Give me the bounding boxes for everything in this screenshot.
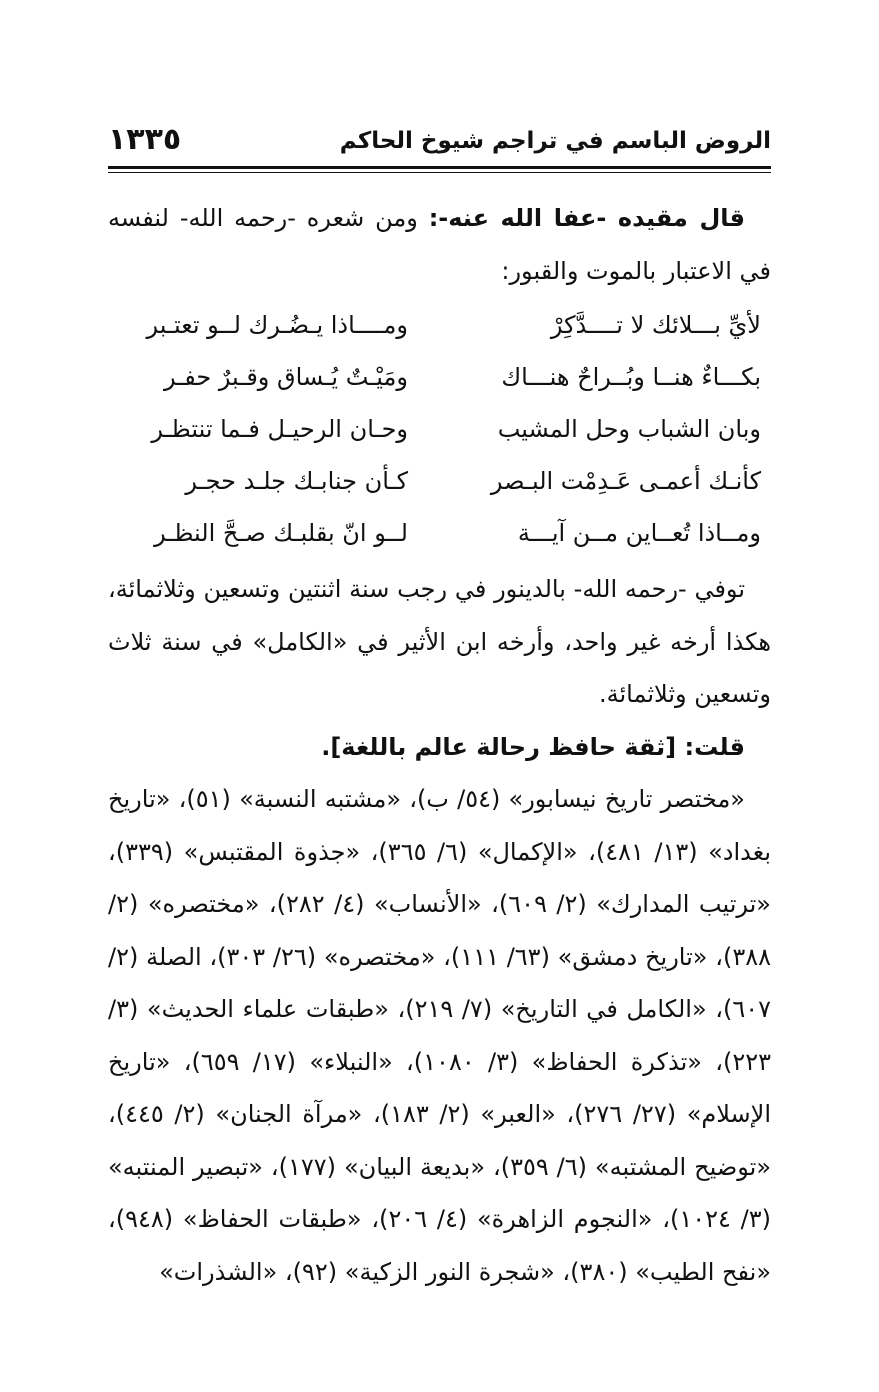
verse-second-hemistich: ومَيْـتٌ يُـساق وقـبرٌ حفـر [163, 363, 408, 391]
poem [108, 299, 771, 559]
poem-verse [108, 507, 771, 559]
header-rule-thin [108, 172, 771, 173]
intro-lead: قال مقيده -عفا الله عنه-: [428, 204, 746, 232]
page-body [108, 192, 771, 1298]
book-title: الروض الباسم في تراجم شيوخ الحاكم [339, 128, 771, 154]
intro-paragraph [108, 192, 771, 297]
verse-first-hemistich: بكـــاءٌ هنــا وبُــراحٌ هنـــاك [501, 363, 761, 391]
verse-second-hemistich: لــو انّ بقلبـك صـحَّ النظـر [154, 519, 408, 547]
death-paragraph: توفي -رحمه الله- بالدينور في رجب سنة اثنتين وتسعين وثلاثمائة، هكذا أرخه غير واحد، وأرخه ابن الأثير في «الكامل» في سنة ثلاث وتسعين وثلاثمائة. [108, 575, 771, 708]
verse-second-hemistich: ومــــاذا يـضُـرك لــو تعتـبر [146, 311, 408, 339]
verse-first-hemistich: لأيِّ بـــلائك لا تــــدَّكِرْ [550, 311, 761, 339]
verse-first-hemistich: وبان الشباب وحل المشيب [497, 415, 761, 443]
verse-first-hemistich: كأنـك أعمـى عَـدِمْت البـصر [490, 467, 761, 495]
poem-verse [108, 299, 771, 351]
verse-first-hemistich: ومــاذا تُعــاين مــن آيـــة [517, 519, 761, 547]
poem-verse [108, 403, 771, 455]
intro-text: ومن شعره -رحمه الله- لنفسه في الاعتبار بالموت والقبور: [108, 204, 771, 285]
poem-verse [108, 455, 771, 507]
page-number: ١٣٣٥ [108, 122, 182, 157]
poem-verse [108, 351, 771, 403]
running-header [108, 116, 771, 166]
header-rule-thick [108, 166, 771, 169]
verse-second-hemistich: كـأن جنابـك جلـد حجـر [185, 467, 408, 495]
sources-paragraph: «مختصر تاريخ نيسابور» (٥٤/ ب)، «مشتبه النسبة» (٥١)، «تاريخ بغداد» (١٣/ ٤٨١)، «الإكمال» (٦/ ٣٦٥)، «جذوة المقتبس» (٣٣٩)، «ترتيب المدارك» (٢/ ٦٠٩)، «الأنساب» (٤/ ٢٨٢)، «مختصره» (٢/ ٣٨٨)، «تاريخ دمشق» (٦٣/ ١١١)، «مختصره» (٢٦/ ٣٠٣)، الصلة (٢/ ٦٠٧)، «الكامل في التاريخ» (٧/ ٢١٩)، «طبقات علماء الحديث» (٣/ ٢٢٣)، «تذكرة الحفاظ» (٣/ ١٠٨٠)، «النبلاء» (١٧/ ٦٥٩)، «تاريخ الإسلام» (٢٧/ ٢٧٦)، «العبر» (٢/ ١٨٣)، «مرآة الجنان» (٢/ ٤٤٥)، «توضيح المشتبه» (٦/ ٣٥٩)، «بديعة البيان» (١٧٧)، «تبصير المنتبه» (٣/ ١٠٢٤)، «النجوم الزاهرة» (٤/ ٢٠٦)، «طبقات الحفاظ» (٩٤٨)، «نفح الطيب» (٣٨٠)، «شجرة النور الزكية» (٩٢)، «الشذرات» [108, 785, 772, 1286]
verse-second-hemistich: وحـان الرحيـل فـما تنتظـر [151, 415, 408, 443]
verdict: قلت: [ثقة حافظ رحالة عالم باللغة]. [321, 732, 745, 761]
